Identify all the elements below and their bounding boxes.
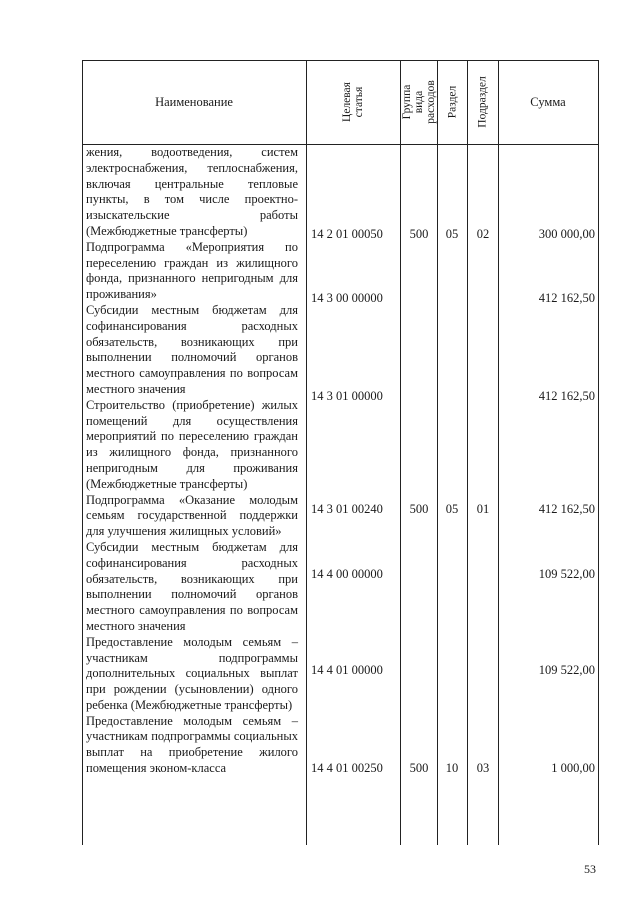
row-name: жения, водоотведения, систем электроснабжения, теплоснабжения, включая центральные тепловые пункты, в том числе проектно-изыскательские работы (Межбюджетные трансферты) xyxy=(86,145,298,238)
row-name: Предоставление молодым семьям – участникам подпрограммы социальных выплат на приобретение жилого помещения эконом-класса xyxy=(86,713,298,776)
table-divider-section xyxy=(467,60,468,845)
row-code: 14 3 00 00000 xyxy=(311,291,383,305)
table-divider-subsection xyxy=(498,60,499,845)
row-code: 14 4 01 00000 xyxy=(311,663,383,677)
row-sum: 109 522,00 xyxy=(538,567,595,581)
header-target: Целевая статья xyxy=(341,82,365,122)
row-section: 05 xyxy=(445,227,459,241)
header-name: Наименование xyxy=(155,94,233,109)
row-name: Предоставление молодым семьям – участникам подпрограммы дополнительных социальных выплат при рождении (усыновлении) одного ребенка (Межбюджетные трансферты) xyxy=(86,634,298,712)
row-name: Субсидии местным бюджетам для софинансирования расходных обязательств, возникающих при выполнении полномочий органов местного самоуправления по вопросам местного значения xyxy=(86,302,298,396)
row-code: 14 4 00 00000 xyxy=(311,567,383,581)
table-border-left xyxy=(82,60,83,845)
table-divider-code xyxy=(400,60,401,845)
page-number: 53 xyxy=(584,862,596,876)
header-sum: Сумма xyxy=(530,94,566,109)
row-code: 14 4 01 00250 xyxy=(311,761,383,775)
row-sum: 412 162,50 xyxy=(538,291,595,305)
row-subsection: 01 xyxy=(476,502,490,516)
row-group: 500 xyxy=(409,227,429,241)
row-section: 10 xyxy=(445,761,459,775)
table-divider-name xyxy=(306,60,307,845)
row-subsection: 02 xyxy=(476,227,490,241)
row-name: Строительство (приобретение) жилых помещений для осуществления мероприятий по переселению граждан из жилищного фонда, признанного непригодным для проживания (Межбюджетные трансферты) xyxy=(86,397,298,491)
row-code: 14 2 01 00050 xyxy=(311,227,383,241)
row-group: 500 xyxy=(409,502,429,516)
table-border-right xyxy=(598,60,599,845)
row-code: 14 3 01 00240 xyxy=(311,502,383,516)
header-section: Раздел xyxy=(446,85,458,119)
row-code: 14 3 01 00000 xyxy=(311,389,383,403)
row-sum: 412 162,50 xyxy=(538,389,595,403)
row-sum: 109 522,00 xyxy=(538,663,595,677)
row-section: 05 xyxy=(445,502,459,516)
name-column xyxy=(86,145,298,777)
row-name: Субсидии местным бюджетам для софинансирования расходных обязательств, возникающих при выполнении полномочий органов местного самоуправления по вопросам местного значения xyxy=(86,539,298,633)
header-group: Группа вида расходов xyxy=(400,80,437,124)
row-sum: 412 162,50 xyxy=(538,502,595,516)
row-name: Подпрограмма «Мероприятия по переселению граждан из жилищного фонда, признанного непригодным для проживания» xyxy=(86,239,298,302)
row-name: Подпрограмма «Оказание молодым семьям государственной поддержки для улучшения жилищных условий» xyxy=(86,492,298,539)
row-group: 500 xyxy=(409,761,429,775)
row-sum: 1 000,00 xyxy=(551,761,595,775)
header-subsection: Подраздел xyxy=(476,76,489,128)
row-subsection: 03 xyxy=(476,761,490,775)
row-sum: 300 000,00 xyxy=(538,227,595,241)
table-divider-group xyxy=(437,60,438,845)
